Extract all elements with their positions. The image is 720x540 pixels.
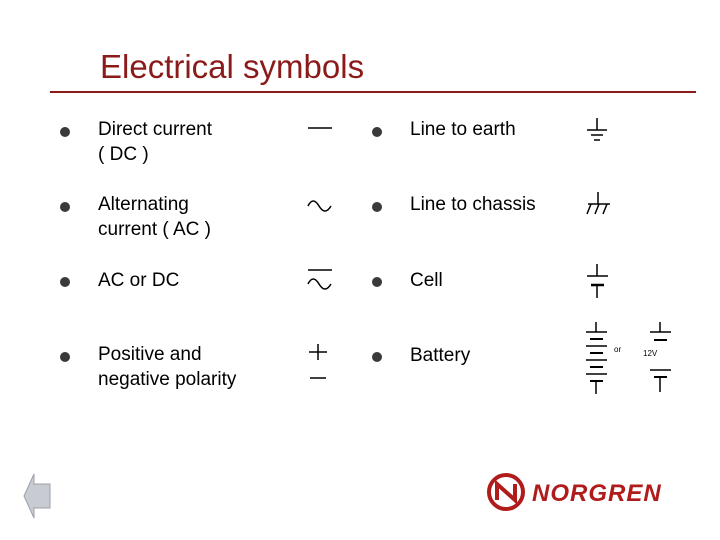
bullet [60,127,70,137]
label-alternating-current: Alternating current ( AC ) [98,194,211,240]
polarity-icon [306,342,336,384]
battery-simple-icon [646,320,676,396]
label-line-to-earth: Line to earth [410,119,516,140]
label-ac-or-dc: AC or DC [98,270,180,291]
dc-line-icon [306,120,336,136]
label-battery: Battery [410,345,471,366]
label-polarity: Positive and negative polarity [98,344,237,390]
bullet [372,202,382,212]
bullet [372,127,382,137]
bullet [60,277,70,287]
brand-name: NORGREN [532,480,662,507]
battery-or-text: or [614,345,622,354]
label-line-to-chassis: Line to chassis [410,194,536,215]
bullet [372,352,382,362]
ac-wave-icon [306,196,336,216]
norgren-logo-icon [486,472,528,512]
bullet [372,277,382,287]
battery-voltage-text: 12V [643,349,658,358]
label-cell: Cell [410,270,443,291]
title-rule [50,91,696,93]
ac-or-dc-icon [306,264,336,294]
earth-ground-icon [584,116,614,146]
slide-title: Electrical symbols [100,48,365,85]
cell-icon [584,262,614,302]
chassis-ground-icon [584,190,614,220]
bullet [60,352,70,362]
back-arrow-icon[interactable] [22,470,52,522]
label-direct-current: Direct current ( DC ) [98,119,213,165]
battery-icon [582,320,614,396]
bullet [60,202,70,212]
